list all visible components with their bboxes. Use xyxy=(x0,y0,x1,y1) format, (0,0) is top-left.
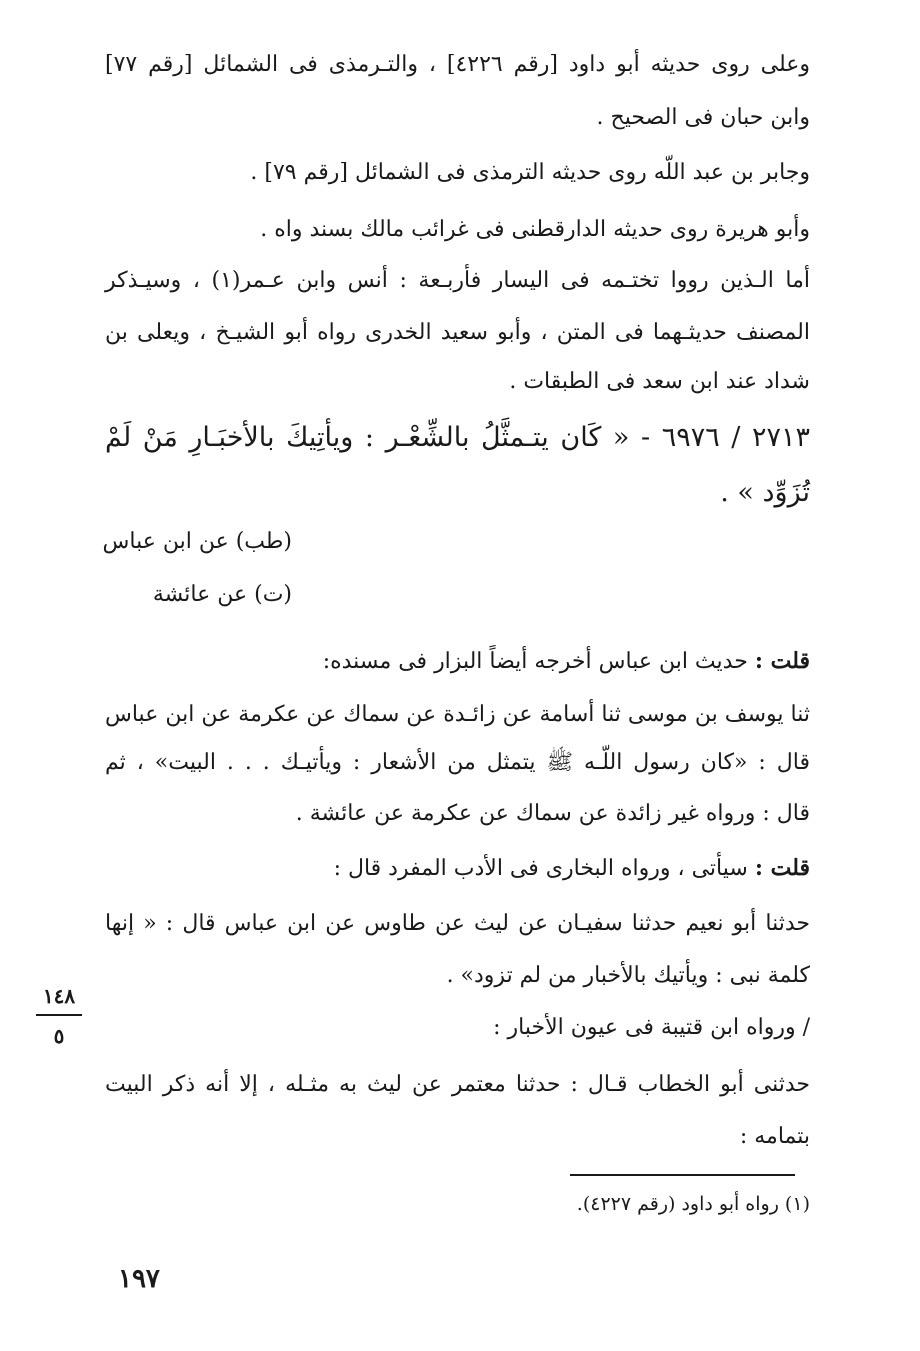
margin-note-divider xyxy=(36,1014,82,1016)
body-line-3: وجابر بن عبد اللّه روى حديثه الترمذى فى الشمائل [رقم ٧٩] . xyxy=(250,160,810,185)
body-line-2: وابن حبان فى الصحيح . xyxy=(596,105,810,130)
qult-text: حديث ابن عباس أخرجه أيضاً البزار فى مسنده: xyxy=(322,649,748,674)
qult-line-2 xyxy=(105,853,810,884)
bukhari-line-1: حدثنا أبو نعيم حدثنا سفيـان عن ليث عن طاوس عن ابن عباس قال : « إنها xyxy=(105,911,810,936)
page-number: ١٩٧ xyxy=(118,1264,160,1294)
hadith-line-2: تُزَوِّد » . xyxy=(720,477,810,508)
body-line-1: وعلى روى حديثه أبو داود [رقم ٤٢٢٦] ، والتـرمذى فى الشمائل [رقم ٧٧] xyxy=(105,52,810,77)
body-line-6: المصنف حديثـهما فى المتن ، وأبو سعيد الخدرى رواه أبو الشيـخ ، ويعلى بن xyxy=(105,320,810,345)
qult-line-1 xyxy=(105,646,810,677)
qult-label: قلت : xyxy=(754,648,810,674)
source-aisha: (ت) عن عائشة xyxy=(152,582,292,607)
chain-line-1: ثنا يوسف بن موسى ثنا أسامة عن زائـدة عن سماك عن عكرمة عن ابن عباس xyxy=(105,702,810,727)
margin-note-top: ١٤٨ xyxy=(42,984,76,1008)
body-line-4: وأبو هريرة روى حديثه الدارقطنى فى غرائب مالك بسند واه . xyxy=(260,217,810,242)
final-line-1: حدثنى أبو الخطاب قـال : حدثنا معتمر عن ليث به مثـله ، إلا أنه ذكر البيت xyxy=(105,1072,810,1097)
footnote: (١) رواه أبو داود (رقم ٤٢٢٧). xyxy=(576,1193,810,1215)
source-ibn-abbas: (طب) عن ابن عباس xyxy=(102,529,292,554)
body-line-5: أما الـذين رووا تختـمه فى اليسار فأربـعة : أنس وابن عـمر(١) ، وسيـذكر xyxy=(105,268,810,293)
body-line-7: شداد عند ابن سعد فى الطبقات . xyxy=(509,369,810,394)
margin-note-bottom: ٥ xyxy=(53,1024,65,1048)
final-line-2: بتمامه : xyxy=(739,1124,810,1149)
qult-text: سيأتى ، ورواه البخارى فى الأدب المفرد قال : xyxy=(333,856,748,881)
qult-label: قلت : xyxy=(754,855,810,881)
qutayba-line: / ورواه ابن قتيبة فى عيون الأخبار : xyxy=(493,1015,810,1040)
footnote-divider xyxy=(570,1174,795,1176)
hadith-line-1: ٢٧١٣ / ٦٩٧٦ - « كَان يتـمثَّلُ بالشِّعْـر : ويأتِيكَ بالأخبَـارِ مَنْ لَمْ xyxy=(105,422,810,453)
bukhari-line-2: كلمة نبى : ويأتيك بالأخبار من لم تزود» . xyxy=(446,963,810,988)
chain-line-3: قال : ورواه غير زائدة عن سماك عن عكرمة عن عائشة . xyxy=(295,801,810,826)
chain-line-2: قال : «كان رسول اللّـه ﷺ يتمثل من الأشعار : ويأتيـك . . . البيت» ، ثم xyxy=(105,750,810,775)
